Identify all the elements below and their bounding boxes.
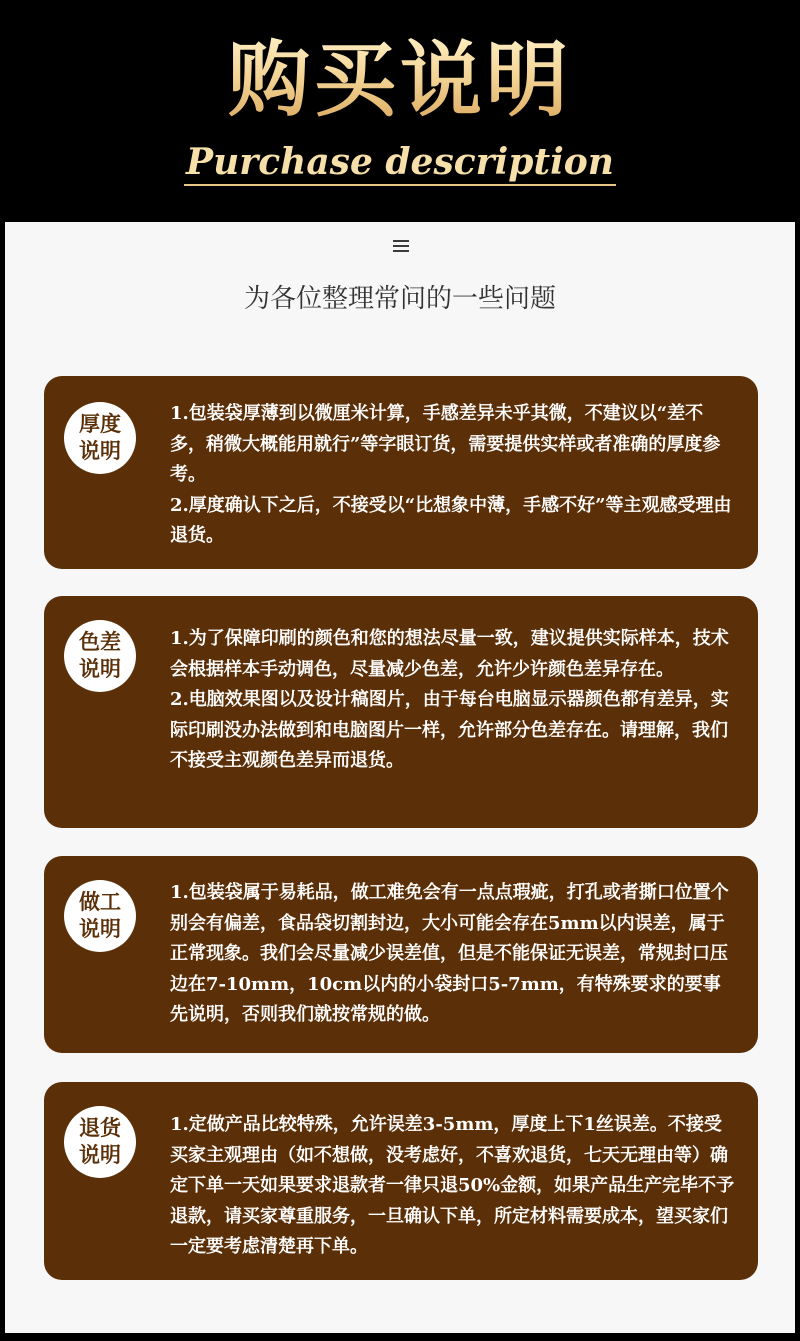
list-item: 2.电脑效果图以及设计稿图片，由于每台电脑显示器颜色都有差异，实际印刷没办法做到和电脑图片一样，允许部分色差存在。请理解，我们不接受主观颜色差异而退货。 bbox=[170, 689, 729, 771]
section-card-workmanship bbox=[44, 856, 758, 1053]
section-card-color bbox=[44, 596, 758, 828]
intro-heading: 为各位整理常问的一些问题 bbox=[243, 284, 556, 314]
page-subtitle bbox=[0, 140, 800, 186]
list-item: 1.为了保障印刷的颜色和您的想法尽量一致，建议提供实际样本，技术会根据样本手动调色，尽量减少色差，允许少许颜色差异存在。 bbox=[170, 628, 729, 680]
section-card-returns bbox=[44, 1082, 758, 1280]
page-subtitle-text: Purchase description bbox=[184, 140, 616, 186]
menu-icon bbox=[393, 240, 409, 252]
section-badge: 做工 说明 bbox=[64, 880, 136, 952]
section-card-thickness bbox=[44, 376, 758, 569]
list-item: 1.包装袋厚薄到以微厘米计算，手感差异未乎其微，不建议以“差不多，稍微大概能用就行”等字眼订货，需要提供实样或者准确的厚度参考。 bbox=[170, 403, 721, 485]
header-banner bbox=[0, 0, 800, 220]
section-badge: 厚度 说明 bbox=[64, 402, 136, 474]
page-title: 购买说明 bbox=[0, 30, 800, 130]
section-badge: 色差 说明 bbox=[64, 620, 136, 692]
list-item: 1.定做产品比较特殊，允许误差3-5mm，厚度上下1丝误差。不接受买家主观理由（如不想做，没考虑好，不喜欢退货，七天无理由等）确定下单一天如果要求退款者一律只退50%金额，如果产品生产完毕不予退款，请买家尊重服务，一旦确认下单，所定材料需要成本，望买家们一定要考虑清楚再下单。 bbox=[170, 1114, 735, 1257]
list-item: 2.厚度确认下之后，不接受以“比想象中薄，手感不好”等主观感受理由退货。 bbox=[170, 494, 732, 546]
list-item: 1.包装袋属于易耗品，做工难免会有一点点瑕疵，打孔或者撕口位置个别会有偏差，食品袋切割封边，大小可能会存在5mm以内误差，属于正常现象。我们会尽量减少误差值，但是不能保证无误差，常规封口压边在7-10mm，10cm以内的小袋封口5-7mm，有特殊要求的要事先说明，否则我们就按常规的做。 bbox=[170, 882, 729, 1025]
section-badge: 退货 说明 bbox=[64, 1106, 136, 1178]
